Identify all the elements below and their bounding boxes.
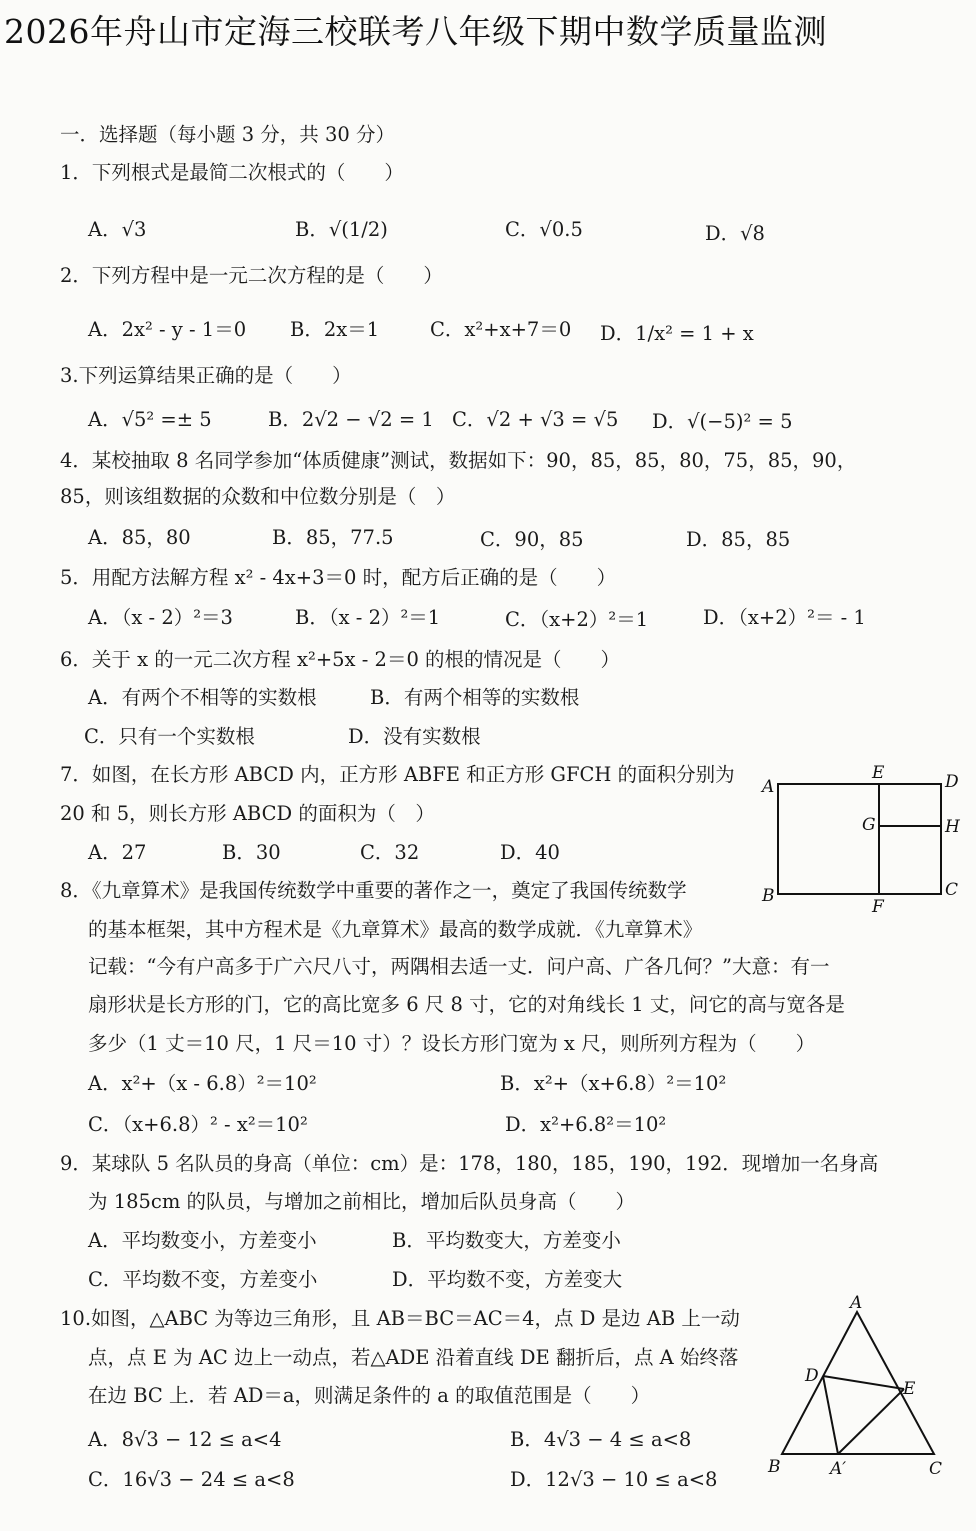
q9-line1: 9．某球队 5 名队员的身高（单位：cm）是：178，180，185，190，192．现增加一名身高 <box>60 1152 879 1175</box>
q7-option-b: B．30 <box>222 841 281 864</box>
q8-line2: 的基本框架，其中方程术是《九章算术》最高的数学成就．《九章算术》 <box>88 918 703 941</box>
label-g: G <box>862 815 876 835</box>
label-a: A <box>762 777 775 797</box>
q6-option-b: B．有两个相等的实数根 <box>370 686 580 709</box>
rectangle-figure <box>758 760 968 915</box>
section-heading: 一．选择题（每小题 3 分，共 30 分） <box>60 123 396 146</box>
q7-option-d: D．40 <box>500 841 560 864</box>
q4-stem-line2: 85，则该组数据的众数和中位数分别是（ ） <box>60 485 456 508</box>
q7-option-a: A．27 <box>88 841 147 864</box>
q8-line3: 记载：“今有户高多于广六尺八寸，两隅相去适一丈．问户高、广各几何？”大意：有一 <box>88 955 830 978</box>
q5-option-c: C．（x+2）²＝1 <box>505 608 649 631</box>
q10-option-d: D．12√3 − 10 ≤ a<8 <box>510 1468 718 1491</box>
segment-ea1 <box>838 1389 904 1454</box>
label-d: D <box>945 772 959 792</box>
q8-line1: 8．《九章算术》是我国传统数学中重要的著作之一，奠定了我国传统数学 <box>60 879 687 902</box>
q4-option-c: C．90，85 <box>480 528 584 551</box>
label-a: A <box>850 1293 863 1313</box>
label-e: E <box>872 763 885 783</box>
q9-option-a: A．平均数变小，方差变小 <box>88 1229 317 1252</box>
q6-option-c: C．只有一个实数根 <box>84 725 255 748</box>
q8-option-c: C．（x+6.8）² - x²＝10² <box>88 1113 308 1136</box>
q1-option-a: A．√3 <box>88 218 147 241</box>
label-f: F <box>872 897 884 915</box>
q3-option-b: B．2√2 − √2 = 1 <box>268 408 434 431</box>
q7-stem-line2: 20 和 5，则长方形 ABCD 的面积为（ ） <box>60 802 435 825</box>
q10-option-a: A．8√3 − 12 ≤ a<4 <box>88 1428 282 1451</box>
label-d: D <box>805 1366 819 1386</box>
q5-option-b: B．（x - 2）²＝1 <box>295 606 441 629</box>
label-a-prime: A′ <box>830 1459 847 1479</box>
q2-option-b: B．2x＝1 <box>290 318 380 341</box>
label-b: B <box>768 1457 781 1477</box>
label-b: B <box>762 886 775 906</box>
q8-line5: 多少（1 丈＝10 尺，1 尺＝10 寸）？设长方形门宽为 x 尺，则所列方程为（ ） <box>88 1032 816 1055</box>
page-title: 2026年舟山市定海三校联考八年级下期中数学质量监测 <box>4 12 827 51</box>
q5-option-d: D．（x+2）²＝ - 1 <box>703 606 866 629</box>
segment-da1 <box>823 1376 838 1454</box>
q2-stem: 2．下列方程中是一元二次方程的是（ ） <box>60 264 443 287</box>
q8-line4: 扇形状是长方形的门，它的高比宽多 6 尺 8 寸，它的对角线长 1 丈，问它的高与宽各是 <box>88 993 845 1016</box>
q7-option-c: C．32 <box>360 841 420 864</box>
q4-option-a: A．85，80 <box>88 526 191 549</box>
label-e: E <box>903 1379 916 1399</box>
q4-option-b: B．85，77.5 <box>272 526 394 549</box>
label-c: C <box>929 1459 943 1479</box>
label-h: H <box>945 817 960 837</box>
q1-option-c: C．√0.5 <box>505 218 583 241</box>
q10-option-c: C．16√3 − 24 ≤ a<8 <box>88 1468 295 1491</box>
q6-option-a: A．有两个不相等的实数根 <box>88 686 317 709</box>
q6-stem: 6．关于 x 的一元二次方程 x²+5x - 2＝0 的根的情况是（ ） <box>60 648 621 671</box>
q7-stem-line1: 7．如图，在长方形 ABCD 内，正方形 ABFE 和正方形 GFCH 的面积分别为 <box>60 763 735 786</box>
q9-option-b: B．平均数变大，方差变小 <box>392 1229 621 1252</box>
q10-line3: 在边 BC 上．若 AD＝a，则满足条件的 a 的取值范围是（ ） <box>88 1384 651 1407</box>
q9-option-d: D．平均数不变，方差变大 <box>392 1268 623 1291</box>
q9-line2: 为 185cm 的队员，与增加之前相比，增加后队员身高（ ） <box>88 1190 636 1213</box>
q1-option-b: B．√(1/2) <box>295 218 388 241</box>
q8-option-a: A．x²+（x - 6.8）²＝10² <box>88 1072 317 1095</box>
q8-option-d: D．x²+6.8²＝10² <box>505 1113 667 1136</box>
q2-option-d: D．1/x² = 1 + x <box>600 322 754 345</box>
q2-option-a: A．2x² - y - 1＝0 <box>88 318 247 341</box>
label-c: C <box>945 880 959 900</box>
q3-option-a: A．√5² =± 5 <box>88 408 212 431</box>
q3-stem: 3.下列运算结果正确的是（ ） <box>60 364 352 387</box>
q4-stem-line1: 4．某校抽取 8 名同学参加“体质健康”测试，数据如下：90，85，85，80，75，85，90， <box>60 449 857 472</box>
q10-line2: 点，点 E 为 AC 边上一动点，若△ADE 沿着直线 DE 翻折后，点 A 始终落 <box>88 1346 739 1369</box>
q9-option-c: C．平均数不变，方差变小 <box>88 1268 318 1291</box>
q4-option-d: D．85，85 <box>686 528 791 551</box>
q10-option-b: B．4√3 − 4 ≤ a<8 <box>510 1428 692 1451</box>
q5-stem: 5．用配方法解方程 x² - 4x+3＝0 时，配方后正确的是（ ） <box>60 566 617 589</box>
triangle-figure <box>762 1290 962 1480</box>
q1-option-d: D．√8 <box>705 222 765 245</box>
q3-option-c: C．√2 + √3 = √5 <box>452 408 619 431</box>
q5-option-a: A．（x - 2）²＝3 <box>88 606 233 629</box>
q1-stem: 1．下列根式是最简二次根式的（ ） <box>60 161 404 184</box>
q10-line1: 10.如图，△ABC 为等边三角形，且 AB＝BC＝AC＝4，点 D 是边 AB 上一动 <box>60 1307 740 1330</box>
q2-option-c: C．x²+x+7＝0 <box>430 318 572 341</box>
q6-option-d: D．没有实数根 <box>348 725 481 748</box>
rectangle-abcd <box>778 784 941 894</box>
q8-option-b: B．x²+（x+6.8）²＝10² <box>500 1072 727 1095</box>
q3-option-d: D．√(−5)² = 5 <box>652 410 793 433</box>
